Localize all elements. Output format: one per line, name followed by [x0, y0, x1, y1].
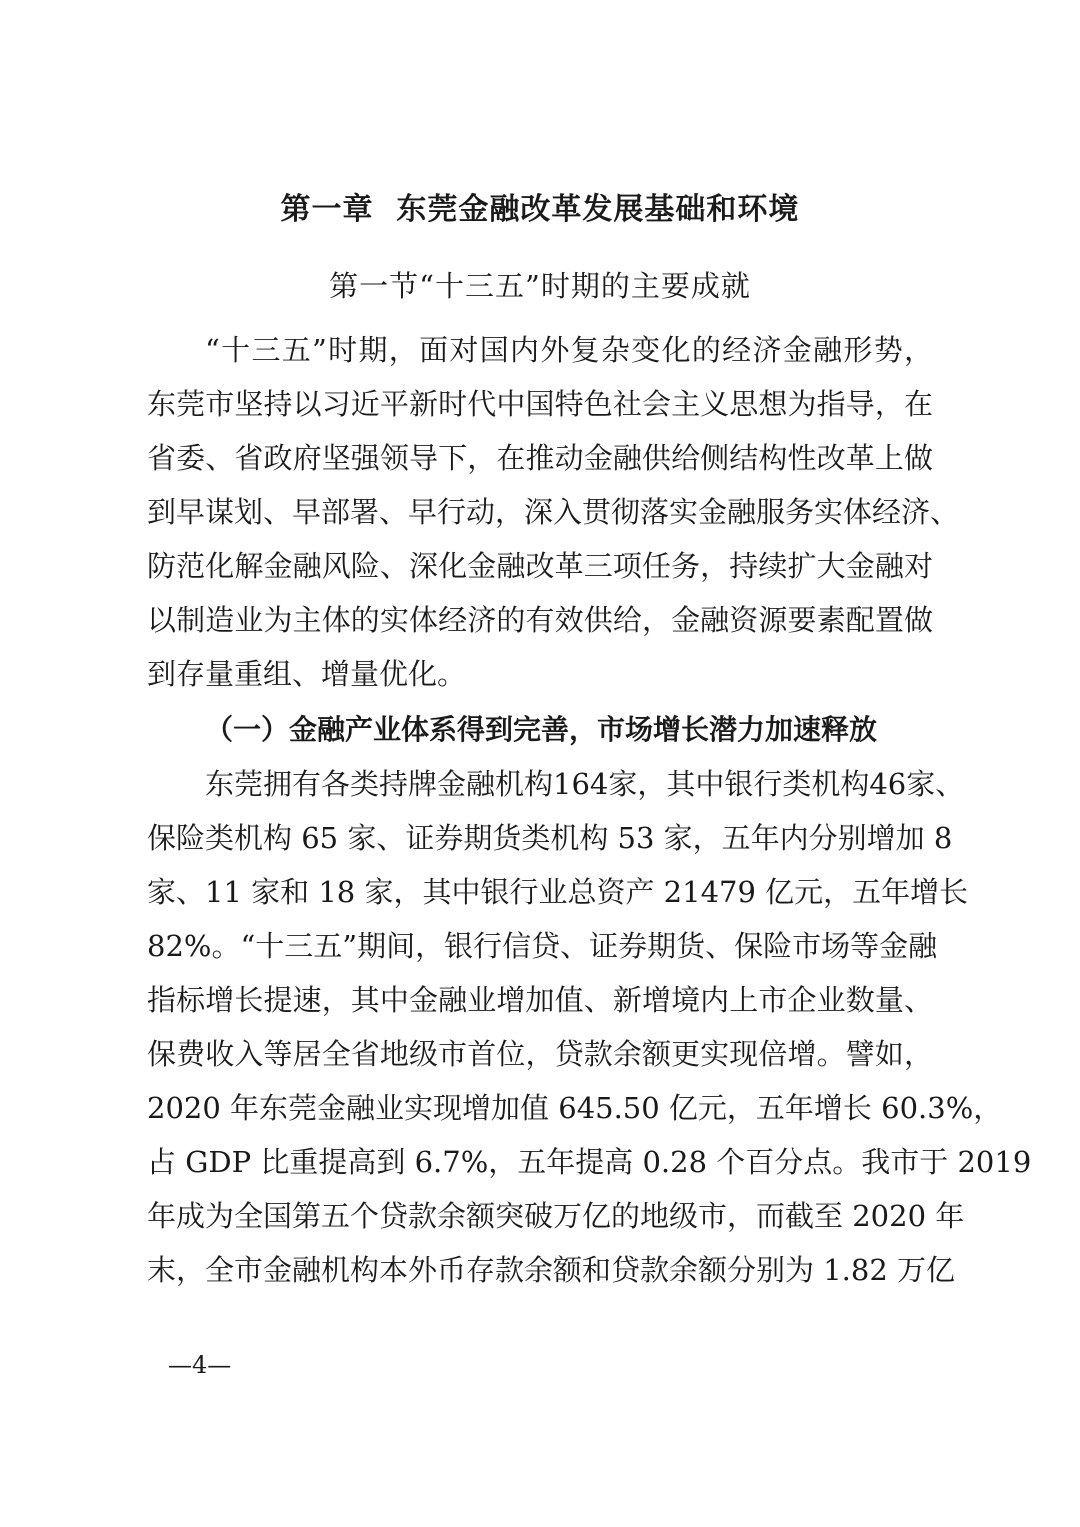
paragraph-line: 保险类机构 65 家、证券期货类机构 53 家，五年内分别增加 8 — [147, 821, 953, 855]
section-title: 第一节“十三五”时期的主要成就 — [329, 269, 751, 303]
paragraph-line: 末，全市金融机构本外币存款余额和贷款余额分别为 1.82 万亿 — [147, 1253, 956, 1287]
paragraph-line: 保费收入等居全省地级市首位，贷款余额更实现倍增。譬如， — [147, 1037, 933, 1071]
paragraph-line: 到存量重组、增量优化。 — [147, 657, 467, 691]
subsection-title: （一）金融产业体系得到完善，市场增长潜力加速释放 — [205, 713, 878, 746]
paragraph-line: 省委、省政府坚强领导下，在推动金融供给侧结构性改革上做 — [147, 441, 933, 475]
paragraph-line: 东莞拥有各类持牌金融机构164家，其中银行类机构46家、 — [205, 767, 965, 801]
paragraph-line: 占 GDP 比重提高到 6.7%，五年提高 0.28 个百分点。我市于 2019 — [147, 1145, 1032, 1179]
page-number: —4— — [168, 1351, 232, 1379]
chapter-title: 第一章 东莞金融改革发展基础和环境 — [280, 192, 800, 227]
paragraph-line: 东莞市坚持以习近平新时代中国特色社会主义思想为指导，在 — [147, 387, 933, 421]
paragraph-line: 防范化解金融风险、深化金融改革三项任务，持续扩大金融对 — [147, 549, 933, 583]
paragraph-line: 家、11 家和 18 家，其中银行业总资产 21479 亿元，五年增长 — [147, 875, 969, 909]
paragraph-line: 2020 年东莞金融业实现增加值 645.50 亿元，五年增长 60.3%， — [147, 1091, 1003, 1125]
paragraph-line: 年成为全国第五个贷款余额突破万亿的地级市，而截至 2020 年 — [147, 1199, 965, 1233]
paragraph-line: “十三五”时期，面对国内外复杂变化的经济金融形势， — [205, 333, 933, 367]
paragraph-line: 以制造业为主体的实体经济的有效供给，金融资源要素配置做 — [147, 603, 933, 637]
paragraph-line: 82%。“十三五”期间，银行信贷、证券期货、保险市场等金融 — [147, 929, 938, 963]
paragraph-line: 指标增长提速，其中金融业增加值、新增境内上市企业数量、 — [147, 983, 933, 1017]
paragraph-line: 到早谋划、早部署、早行动，深入贯彻落实金融服务实体经济、 — [147, 495, 960, 529]
